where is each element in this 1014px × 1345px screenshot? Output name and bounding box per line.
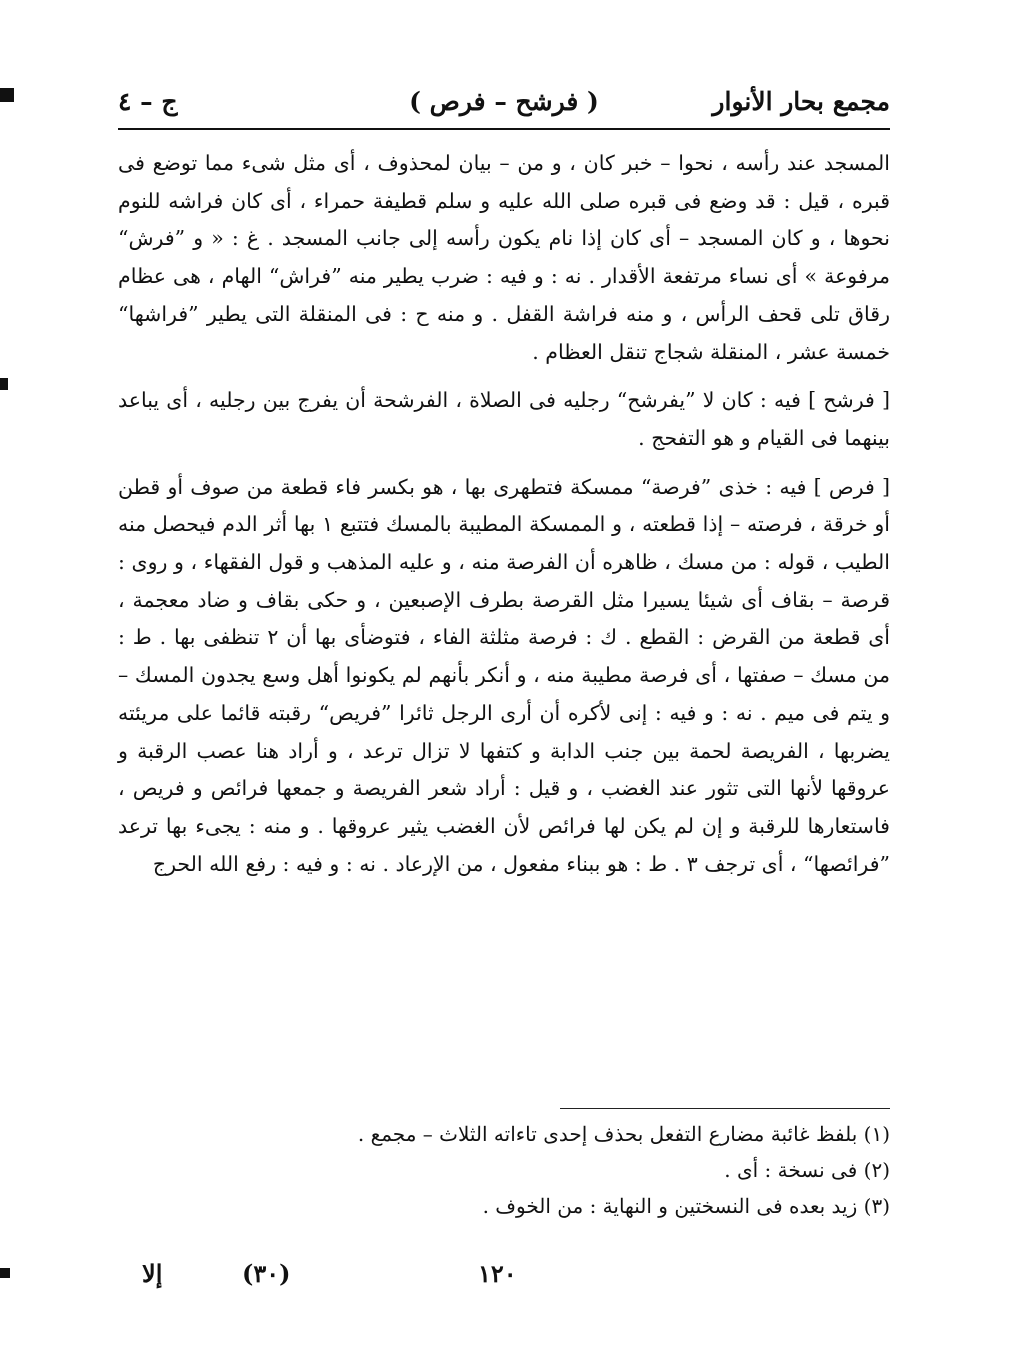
- page-number: ١٢٠: [478, 1259, 517, 1288]
- footnotes: [118, 1116, 890, 1224]
- book-title: مجمع بحار الأنوار: [712, 87, 890, 116]
- paragraph-intro: المسجد عند رأسه ، نحوا – خبر كان ، و من – بيان لمحذوف ، أى مثل شىء مما توضع فى قبره ، قيل : قد وضع فى قبره صلى الله عليه و سلم قطيفة حمراء ، أى كان فراشه للنوم نحوها ، و كان المسجد – أى كان إذا نام يكون رأسه إلى جانب المسجد . غ : « و ”فرش“ مرفوعة » أى نساء مرتفعة الأقدار . نه : و فيه : ضرب يطير منه ”فراش“ الهام ، هى عظام رقاق تلى قحف الرأس ، و منه فراشة القفل . و منه ح : فى المنقلة التى يطير ”فراشها“ خمسة عشر ، المنقلة شجاج تنقل العظام .: [118, 151, 890, 364]
- scan-edge-mark: [0, 88, 14, 102]
- footnote-divider: [560, 1108, 890, 1109]
- section-range: ( فرشح – فرص ): [409, 87, 599, 116]
- footnote-2: (٢) فى نسخة : أى .: [724, 1158, 890, 1182]
- scan-edge-mark: [0, 1268, 10, 1278]
- volume-number: ج – ٤: [118, 87, 178, 116]
- header-rule: [118, 128, 890, 130]
- page-footer: [130, 1256, 550, 1296]
- paragraph-farshah: [ فرشح ] فيه : كان لا ”يفرشح“ رجليه فى الصلاة ، الفرشحة أن يفرج بين رجليه ، أى يباعد بينهما فى القيام و هو التفحج .: [118, 388, 890, 450]
- scan-edge-mark: [0, 378, 8, 390]
- paragraph-fars: [ فرص ] فيه : خذى ”فرصة“ ممسكة فتطهرى بها ، هو بكسر فاء قطعة من صوف أو قطن أو خرقة ، فرصته – إذا قطعته ، و الممسكة المطيبة بالمسك فتتبع ١ بها أثر الدم فيحصل منه الطيب ، قوله : من مسك ، ظاهره أن الفرصة منه ، و عليه المذهب و قول الفقهاء ، و روى : قرصة – بقاف أى شيئا يسيرا مثل القرصة بطرف الإصبعين ، و حكى بقاف و ضاد معجمة ، أى قطعة من القرض : القطع . ك : فرصة مثلثة الفاء ، فتوضأى بها أن ٢ تنظفى بها . ط : من مسك – صفتها ، أى فرصة مطيبة منه ، و أنكر بأنهم لم يكونوا أهل وسع يجدون المسك – و يتم فى ميم . نه : و فيه : إنى لأكره أن أرى الرجل ثائرا ”فريص“ رقبته قائما على مريئته يضربها ، الفريصة لحمة بين جنب الدابة و كتفها لا تزال ترعد ، و أراد هنا عصب الرقبة و عروقها لأنها التى تثور عند الغضب ، و قيل : أراد شعر الفريصة و جمعها فرائص و فريص ، فاستعارها للرقبة و إن لم يكن لها فرائص لأن الغضب يثير عروقها . و منه : يجىء بها ترعد ”فرائصها“ ، أى ترجف ٣ . ط : هو ببناء مفعول ، من الإرعاد . نه : و فيه : رفع الله الحرج: [118, 474, 890, 876]
- catchword: إلا: [142, 1259, 163, 1288]
- main-text: [118, 145, 890, 883]
- footnote-1: (١) بلفظ غائبة مضارع التفعل بحذف إحدى تاءاته الثلاث – مجمع .: [357, 1122, 890, 1146]
- footnote-3: (٣) زيد بعده فى النسختين و النهاية : من الخوف .: [482, 1194, 890, 1218]
- signature-mark: (٣٠): [242, 1259, 291, 1288]
- running-header: [118, 86, 890, 120]
